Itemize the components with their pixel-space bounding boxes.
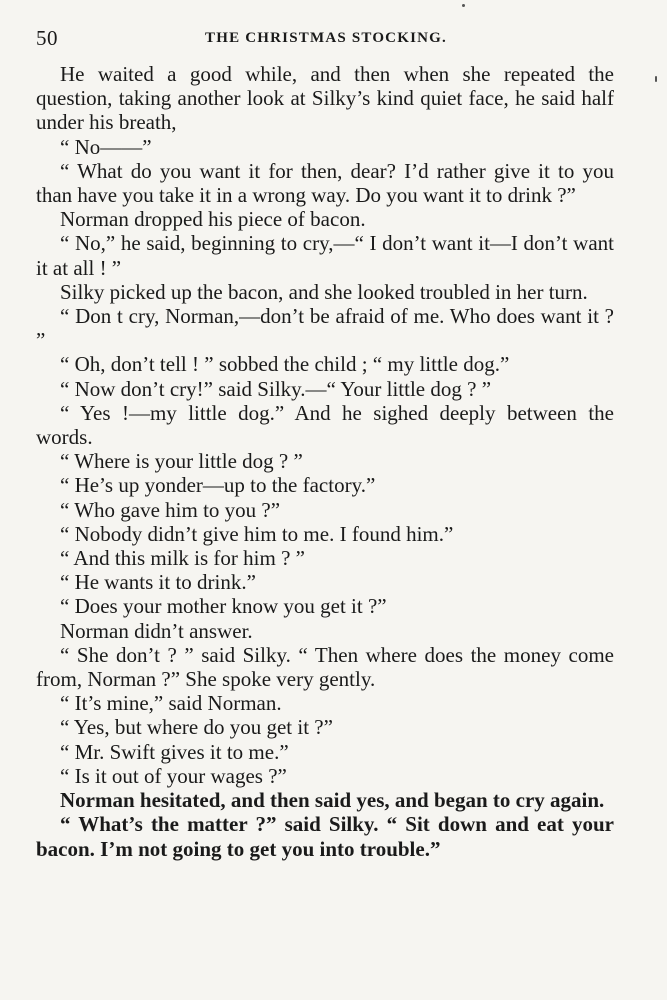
- body-text: [36, 62, 614, 861]
- paragraph: “ Yes !—my little dog.” And he sighed deeply between the words.: [36, 400, 614, 450]
- paragraph: Norman didn’t answer.: [60, 618, 253, 643]
- paragraph: “ Oh, don’t tell ! ” sobbed the child ; “ my little dog.”: [60, 352, 510, 377]
- paragraph: “ Does your mother know you get it ?”: [60, 594, 387, 619]
- paragraph: “ Nobody didn’t give him to me. I found him.”: [60, 521, 454, 546]
- paragraph: “ Don t cry, Norman,—don’t be afraid of me. Who does want it ? ”: [36, 304, 614, 353]
- paragraph: “ Is it out of your wages ?”: [60, 763, 287, 788]
- paragraph: “ Who gave him to you ?”: [60, 497, 281, 522]
- running-title: THE CHRISTMAS STOCKING.: [205, 30, 447, 46]
- paragraph: “ Now don’t cry!” said Silky.—“ Your little dog ? ”: [60, 376, 492, 401]
- paragraph: “ She don’t ? ” said Silky. “ Then where does the money come from, Norman ?” She spoke very gently.: [36, 642, 614, 692]
- paragraph: Norman dropped his piece of bacon.: [60, 207, 366, 232]
- paragraph: “ It’s mine,” said Norman.: [60, 691, 282, 716]
- page-number: 50: [36, 26, 58, 50]
- paragraph: “ He’s up yonder—up to the factory.”: [60, 473, 376, 498]
- print-speck: [655, 76, 657, 82]
- paragraph: “ What’s the matter ?” said Silky. “ Sit down and eat your bacon. I’m not going to get you into trouble.”: [36, 812, 614, 861]
- print-speck: [462, 4, 465, 7]
- paragraph: “ And this milk is for him ? ”: [60, 546, 305, 571]
- page-header: [36, 26, 616, 54]
- paragraph: “ Mr. Swift gives it to me.”: [60, 739, 289, 764]
- paragraph: Silky picked up the bacon, and she looked troubled in her turn.: [60, 279, 588, 304]
- paragraph: “ He wants it to drink.”: [60, 570, 256, 595]
- paragraph: “ Yes, but where do you get it ?”: [60, 715, 333, 740]
- paragraph: “ No——”: [60, 134, 152, 159]
- paragraph: Norman hesitated, and then said yes, and began to cry again.: [60, 788, 605, 813]
- paragraph: He waited a good while, and then when she repeated the question, taking another look at Silky’s kind quiet face, he said half under his breath,: [36, 62, 614, 135]
- paragraph: “ What do you want it for then, dear? I’d rather give it to you than have you take it in a wrong way. Do you want it to drink ?”: [36, 158, 614, 208]
- paragraph: “ No,” he said, beginning to cry,—“ I don’t want it—I don’t want it at all ! ”: [36, 231, 614, 280]
- paragraph: “ Where is your little dog ? ”: [60, 449, 303, 474]
